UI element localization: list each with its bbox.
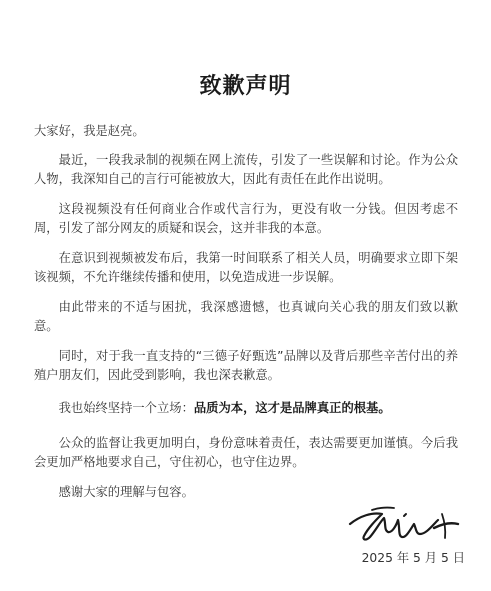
greeting-paragraph: 大家好，我是赵亮。 — [34, 124, 145, 138]
document-title: 致歉声明 — [199, 74, 292, 99]
closing-paragraph: 公众的监督让我更加明白，身份意味着责任，表达需要更加谨慎。今后我会更加严格地要求自己，守住初心，也守住边界。 — [34, 436, 458, 469]
statement-date: 2025 年 5 月 5 日 — [361, 551, 465, 565]
statement-body — [34, 122, 458, 513]
stance-paragraph — [34, 399, 458, 418]
handwritten-signature — [342, 502, 462, 544]
paragraph-2: 这段视频没有任何商业合作或代言行为，更没有收一分钱。但因考虑不周，引发了部分网友的质疑和误会，这并非我的本意。 — [34, 202, 458, 235]
stance-emphasis: 品质为本，这才是品牌真正的根基。 — [193, 401, 391, 415]
stance-lead: 我也始终坚持一个立场： — [58, 401, 194, 415]
paragraph-1: 最近，一段我录制的视频在网上流传，引发了一些误解和讨论。作为公众人物，我深知自己的言行可能被放大，因此有责任在此作出说明。 — [34, 153, 458, 186]
paragraph-4: 由此带来的不适与困扰，我深感遗憾，也真诚向关心我的朋友们致以歉意。 — [34, 300, 458, 333]
thanks-paragraph: 感谢大家的理解与包容。 — [58, 485, 194, 499]
paragraph-5: 同时，对于我一直支持的“三德子好甄选”品牌以及背后那些辛苦付出的养殖户朋友们，因此受到影响，我也深表歉意。 — [34, 349, 458, 382]
paragraph-3: 在意识到视频被发布后，我第一时间联系了相关人员，明确要求立即下架该视频，不允许继续传播和使用，以免造成进一步误解。 — [34, 251, 458, 284]
